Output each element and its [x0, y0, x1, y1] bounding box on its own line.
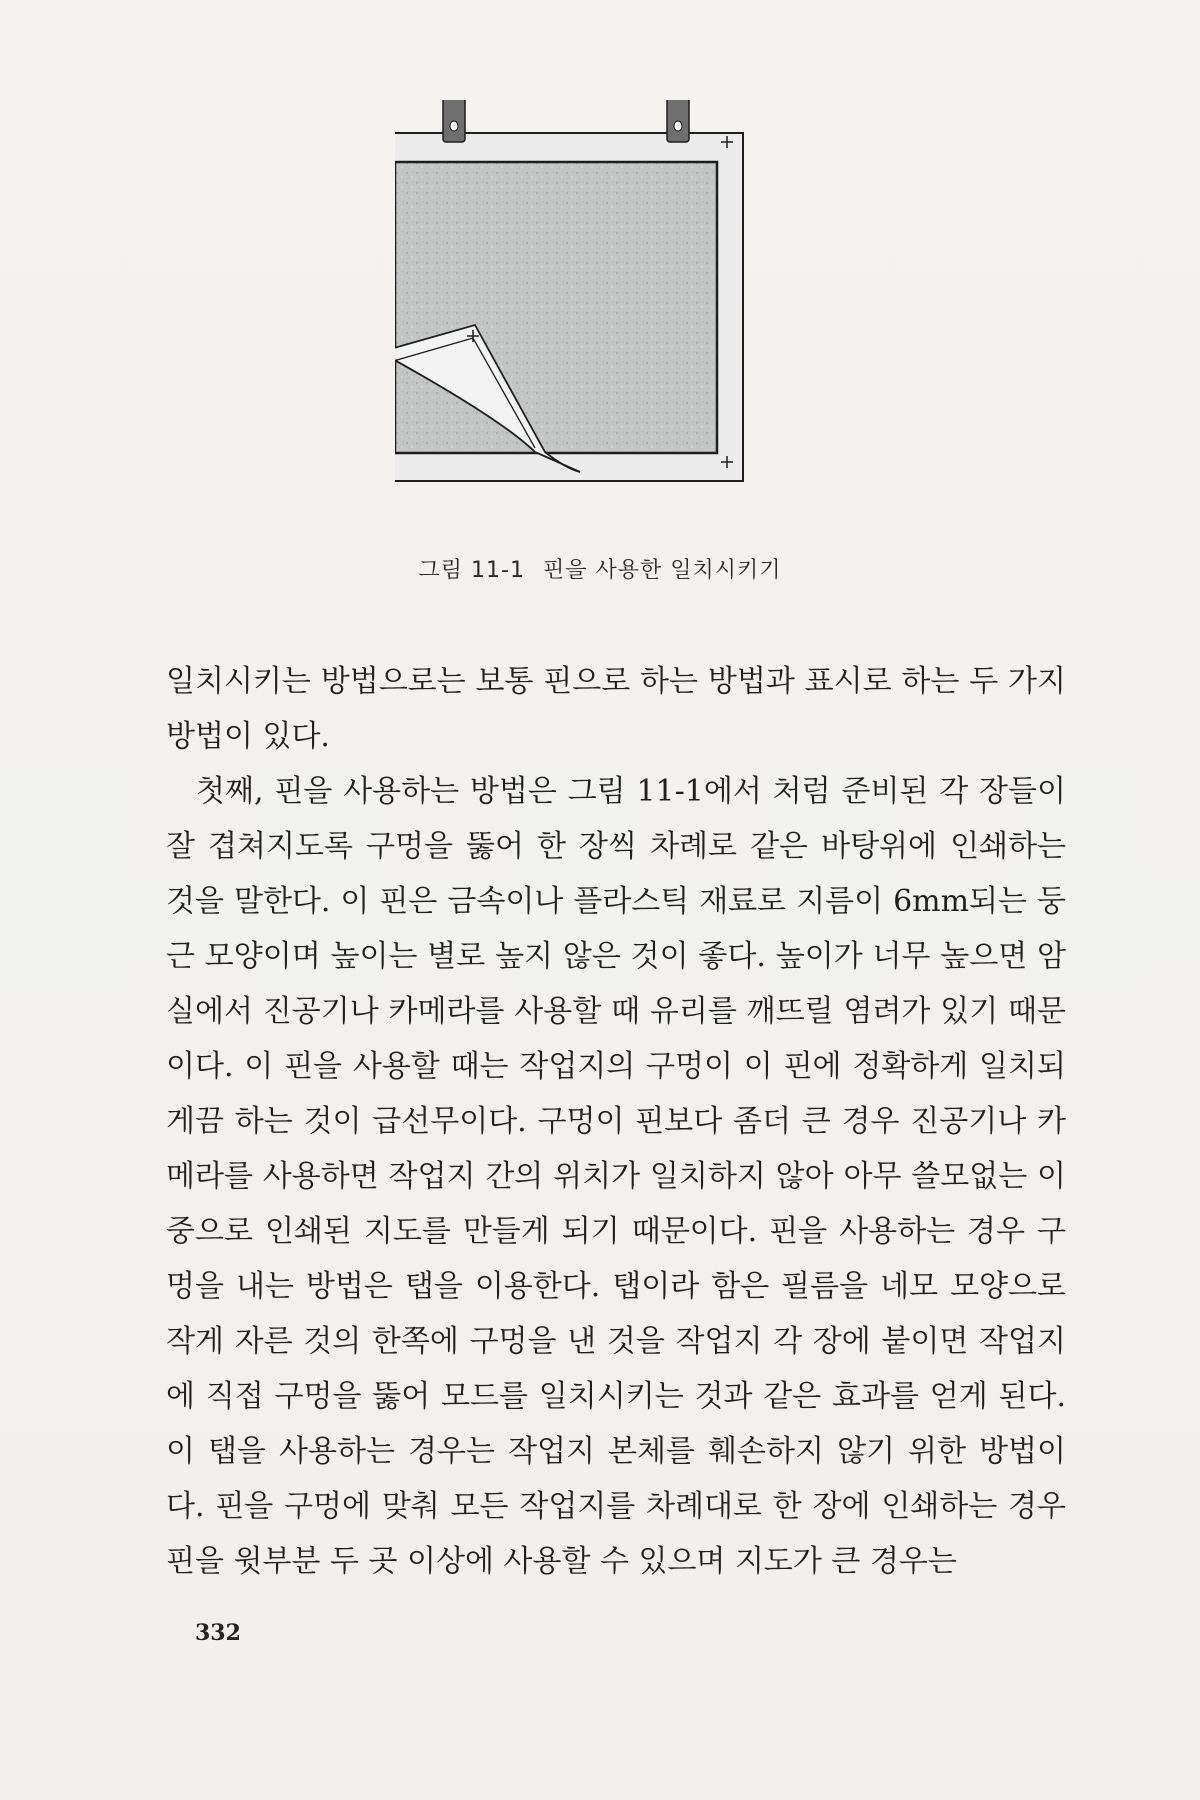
pin-registration-illustration [395, 100, 835, 540]
page-number: 332 [195, 1620, 241, 1646]
figure-title: 핀을 사용한 일치시키기 [542, 558, 782, 583]
figure-caption [0, 553, 1200, 584]
paragraph: 첫째, 핀을 사용하는 방법은 그림 11-1에서 처럼 준비된 각 장들이 잘 겹쳐지도록 구멍을 뚫어 한 장씩 차례로 같은 바탕위에 인쇄하는 것을 말한다. 이 핀은 금속이나 플라스틱 재료로 지름이 6mm되는 둥근 모양이며 높이는 별로 높지 않은 것이 좋다. 높이가 너무 높으면 암실에서 진공기나 카메라를 사용할 때 유리를 깨뜨릴 염려가 있기 때문이다. 이 핀을 사용할 때는 작업지의 구멍이 이 핀에 정확하게 일치되게끔 하는 것이 급선무이다. 구멍이 핀보다 좀더 큰 경우 진공기나 카메라를 사용하면 작업지 간의 위치가 일치하지 않아 아무 쓸모없는 이중으로 인쇄된 지도를 만들게 되기 때문이다. 핀을 사용하는 경우 구멍을 내는 방법은 탭을 이용한다. 탭이라 함은 필름을 네모 모양으로 작게 자른 것의 한쪽에 구멍을 낸 것을 작업지 각 장에 붙이면 작업지에 직접 구멍을 뚫어 모드를 일치시키는 것과 같은 효과를 얻게 된다. 이 탭을 사용하는 경우는 작업지 본체를 훼손하지 않기 위한 방법이다. 핀을 구멍에 맞춰 모든 작업지를 차례대로 한 장에 인쇄하는 경우 핀을 윗부분 두 곳 이상에 사용할 수 있으며 지도가 큰 경우는 [166, 774, 1066, 1579]
paragraph: 일치시키는 방법으로는 보통 핀으로 하는 방법과 표시로 하는 두 가지 방법이 있다. [166, 664, 1066, 754]
figure-number: 그림 11-1 [418, 558, 525, 583]
registration-pin-figure [395, 100, 835, 540]
map-area [395, 162, 717, 453]
pin-tab-left [443, 100, 465, 142]
body-text [166, 654, 1066, 1589]
pin-tab-right [667, 100, 689, 142]
